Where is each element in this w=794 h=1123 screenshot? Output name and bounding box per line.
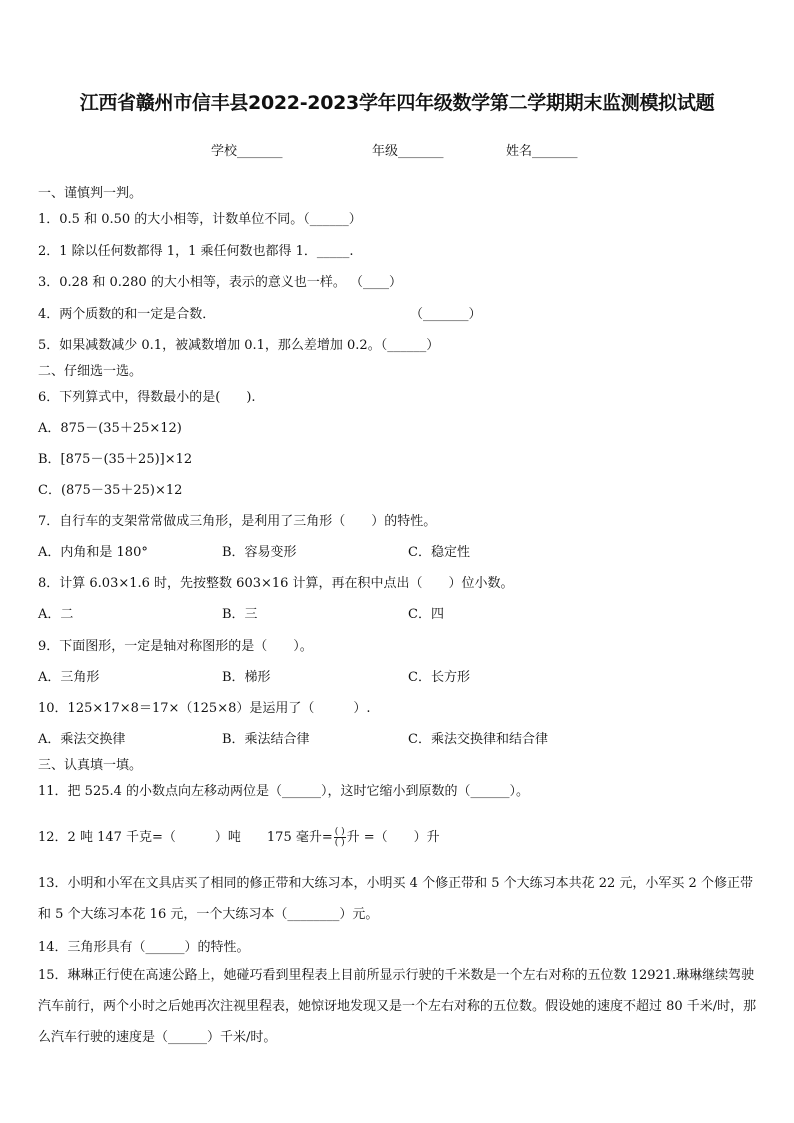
question-9-option-a: A．三角形 <box>38 670 100 685</box>
question-13: 13．小明和小军在文具店买了相同的修正带和大练习本，小明买 4 个修正带和 5 个大练习本共花 22 元，小军买 2 个修正带和 5 个大练习本花 16 元，一个大练习本（________）元。 <box>38 876 753 922</box>
question-6-option-c: C．(875－35＋25)×12 <box>38 483 183 498</box>
question-12-text-b: 升 =（ ）升 <box>346 830 440 845</box>
question-9-option-b: B．梯形 <box>222 670 271 685</box>
question-8-option-c: C．四 <box>408 607 444 622</box>
section-heading-2: 二、仔细选一选。 <box>38 364 143 379</box>
question-6-option-b: B．[875－(35＋25)]×12 <box>38 452 193 467</box>
question-8-option-a: A．二 <box>38 607 74 622</box>
grade-field: 年级_______ <box>372 144 444 159</box>
question-11: 11．把 525.4 的小数点向左移动两位是（______），这时它缩小到原数的（______）。 <box>38 784 530 799</box>
fraction-numerator: ( ) <box>334 827 345 837</box>
name-field: 姓名_______ <box>506 144 578 159</box>
question-6-option-a: A．875－(35＋25×12) <box>38 421 182 436</box>
question-9: 9．下面图形，一定是轴对称图形的是（ ）。 <box>38 639 313 654</box>
question-12-fraction <box>334 827 346 848</box>
question-15: 15．琳琳正行使在高速公路上，她碰巧看到里程表上目前所显示行驶的千米数是一个左右对称的五位数 12921.琳琳继续驾驶汽车前行，两个小时之后她再次注视里程表，她惊讶地发现又是一个左右对称的五位数。假设她的速度不超过 80 千米/时，那么汽车行驶的速度是（______）千米/时。 <box>38 968 757 1045</box>
question-10-option-a: A．乘法交换律 <box>38 732 126 747</box>
question-3: 3．0.28 和 0.280 的大小相等，表示的意义也一样。 （____） <box>38 275 402 290</box>
page-title: 江西省赣州市信丰县2022-2023学年四年级数学第二学期期末监测模拟试题 <box>79 92 715 114</box>
fraction-denominator: ( ) <box>334 838 345 848</box>
question-7-option-b: B．容易变形 <box>222 545 297 560</box>
question-6: 6．下列算式中，得数最小的是( ). <box>38 390 256 405</box>
question-7-option-a: A．内角和是 180° <box>38 545 148 560</box>
school-field: 学校_______ <box>211 144 283 159</box>
question-10: 10．125×17×8＝17×（125×8）是运用了（ ）. <box>38 701 371 716</box>
question-4-blank: （_______） <box>410 307 482 322</box>
question-4: 4．两个质数的和一定是合数． <box>38 307 216 322</box>
question-10-option-c: C．乘法交换律和结合律 <box>408 732 548 747</box>
section-heading-3: 三、认真填一填。 <box>38 758 143 773</box>
question-12 <box>38 826 440 848</box>
question-9-option-c: C．长方形 <box>408 670 470 685</box>
question-14: 14．三角形具有（______）的特性。 <box>38 940 250 955</box>
question-7: 7．自行车的支架常常做成三角形，是利用了三角形（ ）的特性。 <box>38 514 437 529</box>
question-1: 1．0.5 和 0.50 的大小相等，计数单位不同。（______） <box>38 212 362 227</box>
section-heading-1: 一、谨慎判一判。 <box>38 186 143 201</box>
question-5: 5．如果减数减少 0.1，被减数增加 0.1，那么差增加 0.2。（______） <box>38 338 440 353</box>
question-10-option-b: B．乘法结合律 <box>222 732 310 747</box>
question-8: 8．计算 6.03×1.6 时，先按整数 603×16 计算，再在积中点出（ ）位小数。 <box>38 576 514 591</box>
question-12-text-a: 12．2 吨 147 千克=（ ）吨 175 毫升= <box>38 830 333 845</box>
question-7-option-c: C．稳定性 <box>408 545 470 560</box>
question-2: 2．1 除以任何数都得 1，1 乘任何数也都得 1．_____. <box>38 244 354 259</box>
question-8-option-b: B．三 <box>222 607 258 622</box>
